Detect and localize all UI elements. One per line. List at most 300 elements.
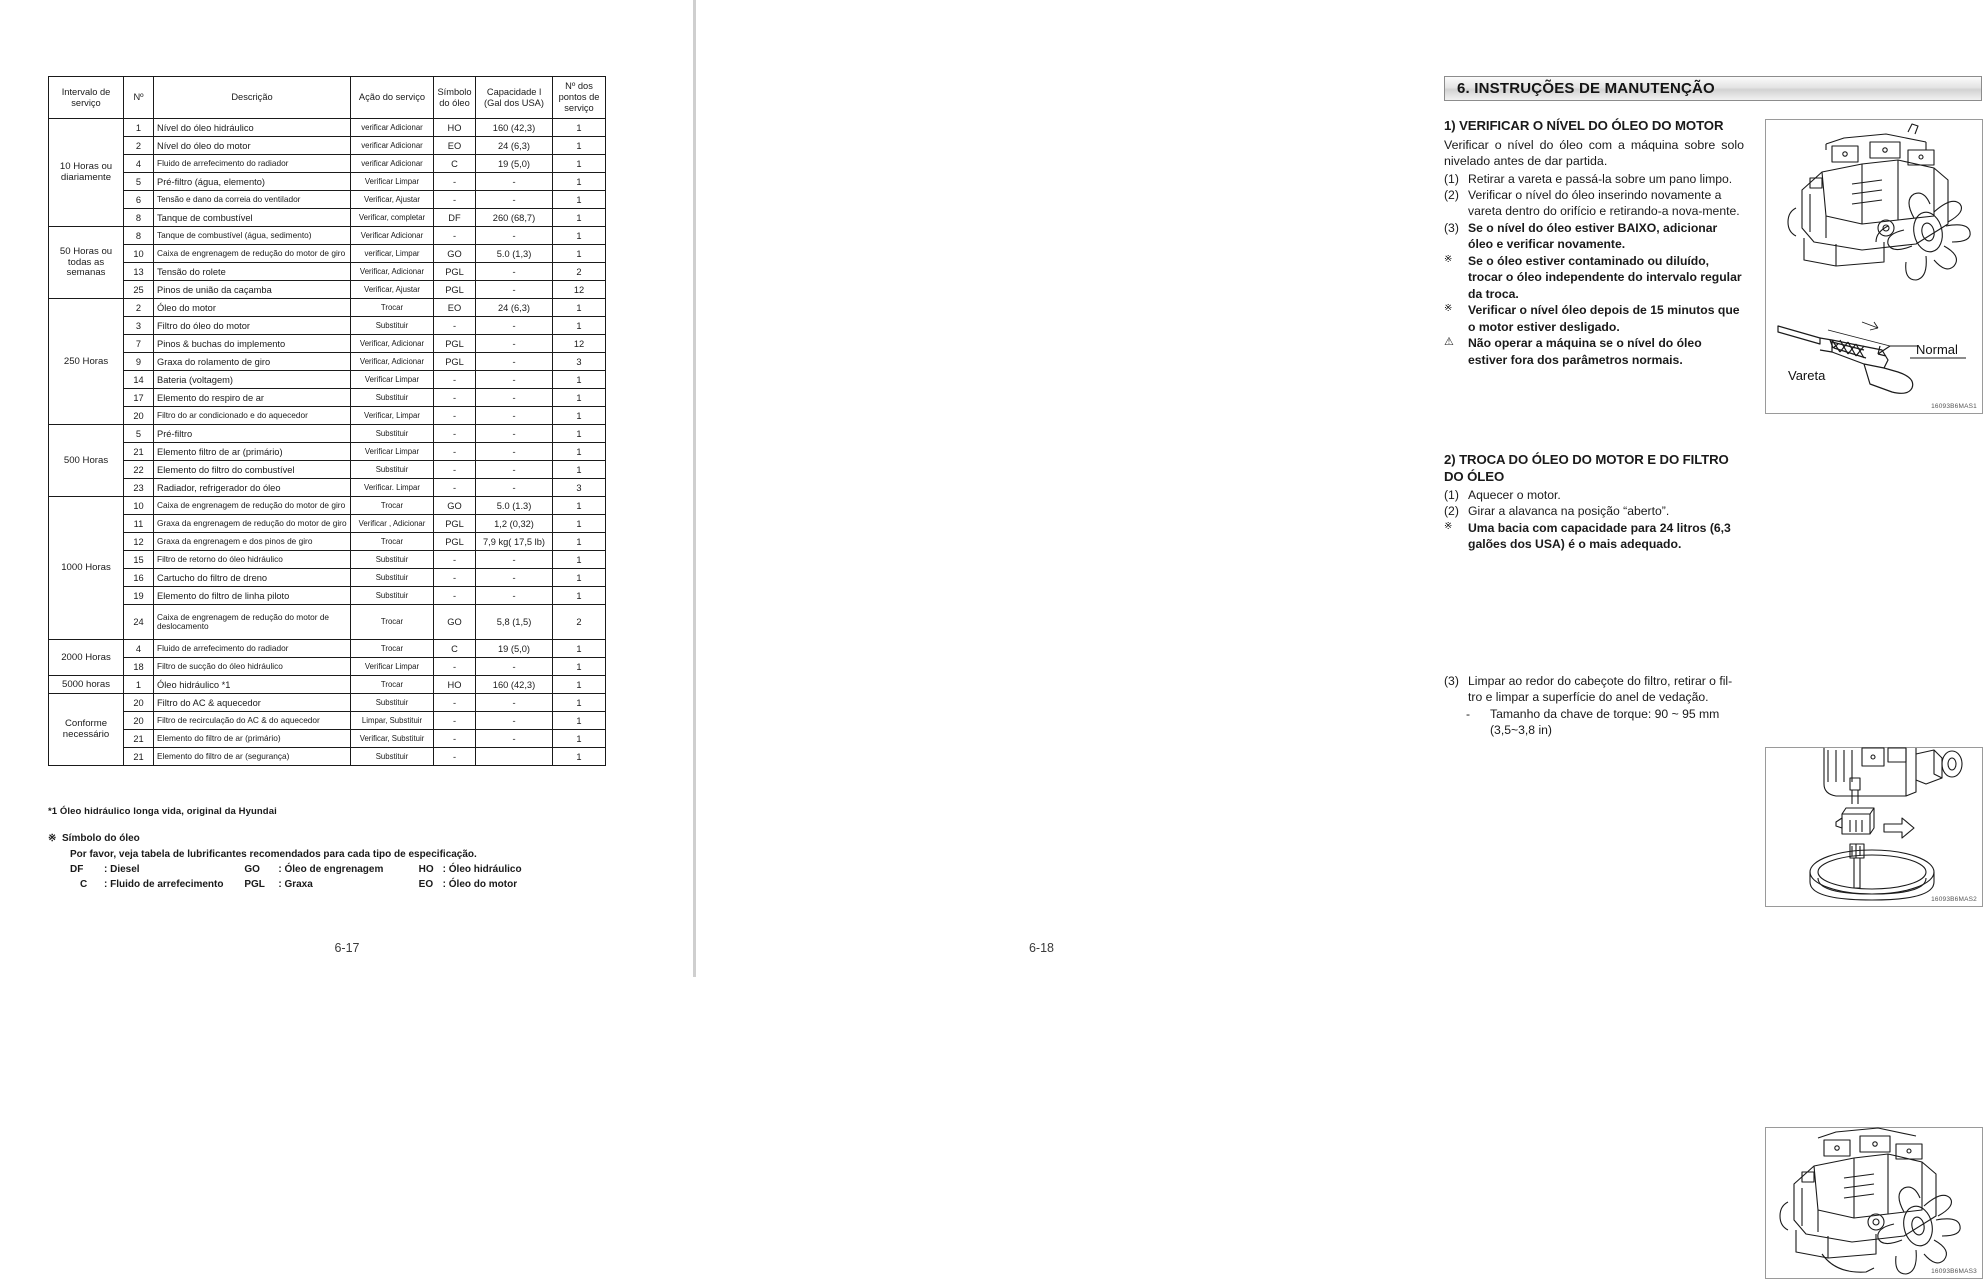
cell-capacity: - xyxy=(476,263,553,281)
cell-action: Substituir xyxy=(351,551,434,569)
cell-number: 21 xyxy=(124,748,154,766)
cell-symbol: EO xyxy=(434,137,476,155)
instruction-item xyxy=(1444,187,1744,220)
page-number-right: 6-18 xyxy=(1028,941,1055,955)
cell-points: 1 xyxy=(553,515,606,533)
cell-points: 1 xyxy=(553,425,606,443)
cell-symbol: HO xyxy=(434,676,476,694)
header-action: Ação do serviço xyxy=(351,77,434,119)
legend-name-df: Diesel xyxy=(110,864,140,875)
cell-action: Verificar. Limpar xyxy=(351,479,434,497)
instruction-marker: (1) xyxy=(1444,488,1459,502)
legend-entry-go xyxy=(244,863,418,878)
instruction-marker: (2) xyxy=(1444,187,1459,202)
cell-symbol: - xyxy=(434,748,476,766)
cell-description: Pinos de união da caçamba xyxy=(154,281,351,299)
cell-description: Pinos & buchas do implemento xyxy=(154,335,351,353)
cell-number: 15 xyxy=(124,551,154,569)
cell-number: 1 xyxy=(124,119,154,137)
cell-symbol: PGL xyxy=(434,533,476,551)
cell-points: 1 xyxy=(553,299,606,317)
cell-symbol: PGL xyxy=(434,353,476,371)
cell-symbol: C xyxy=(434,155,476,173)
legend-name-eo: Óleo do motor xyxy=(448,878,518,890)
block-2-list xyxy=(1444,487,1744,553)
cell-points: 1 xyxy=(553,676,606,694)
block-1-list xyxy=(1444,171,1744,369)
table-row xyxy=(49,479,606,497)
cell-description: Elemento do filtro de linha piloto xyxy=(154,587,351,605)
cell-points: 12 xyxy=(553,335,606,353)
cell-action: Verificar, Adicionar xyxy=(351,263,434,281)
cell-symbol: PGL xyxy=(434,281,476,299)
cell-number: 9 xyxy=(124,353,154,371)
cell-points: 1 xyxy=(553,748,606,766)
cell-number: 4 xyxy=(124,640,154,658)
cell-symbol: - xyxy=(434,317,476,335)
cell-points: 1 xyxy=(553,640,606,658)
cell-symbol: - xyxy=(434,587,476,605)
table-row xyxy=(49,497,606,515)
cell-number: 24 xyxy=(124,605,154,640)
instruction-marker: ⚠ xyxy=(1444,336,1454,349)
legend-entry-eo xyxy=(419,878,593,893)
cell-symbol: - xyxy=(434,227,476,245)
block-1-intro: Verificar o nível do óleo com a máquina sobre solo nivelado antes de dar partida. xyxy=(1444,137,1744,168)
table-row xyxy=(49,443,606,461)
cell-capacity: - xyxy=(476,353,553,371)
table-row xyxy=(49,371,606,389)
table-row xyxy=(49,389,606,407)
instruction-marker: - xyxy=(1466,706,1471,721)
cell-symbol: PGL xyxy=(434,263,476,281)
table-row xyxy=(49,353,606,371)
dipstick-illustration-svg xyxy=(1766,302,1982,407)
cell-description: Caixa de engrenagem de redução do motor de deslocamento xyxy=(154,605,351,640)
cell-points: 1 xyxy=(553,694,606,712)
cell-description: Tanque de combustível (água, sedimento) xyxy=(154,227,351,245)
cell-action: Verificar, Adicionar xyxy=(351,353,434,371)
instruction-text: Tamanho da chave de torque: 90 ~ 95 mm (3,5~3,8 in) xyxy=(1490,706,1720,738)
cell-points: 1 xyxy=(553,137,606,155)
legend-title: Símbolo do óleo xyxy=(62,833,140,844)
cell-description: Elemento do filtro de ar (primário) xyxy=(154,730,351,748)
cell-capacity: - xyxy=(476,443,553,461)
cell-action: Verificar Adicionar xyxy=(351,227,434,245)
cell-number: 20 xyxy=(124,694,154,712)
cell-description: Elemento do respiro de ar xyxy=(154,389,351,407)
table-row xyxy=(49,407,606,425)
cell-description: Elemento do filtro do combustível xyxy=(154,461,351,479)
cell-symbol: C xyxy=(434,640,476,658)
cell-capacity: - xyxy=(476,281,553,299)
cell-capacity: 24 (6,3) xyxy=(476,137,553,155)
instruction-text: Retirar a vareta e passá-la sobre um pano limpo. xyxy=(1468,171,1733,186)
cell-symbol: HO xyxy=(434,119,476,137)
cell-points: 1 xyxy=(553,119,606,137)
cell-symbol: EO xyxy=(434,299,476,317)
table-row xyxy=(49,676,606,694)
cell-number: 8 xyxy=(124,209,154,227)
cell-action: Substituir xyxy=(351,317,434,335)
cell-number: 14 xyxy=(124,371,154,389)
table-row xyxy=(49,119,606,137)
cell-action: Substituir xyxy=(351,694,434,712)
cell-capacity: - xyxy=(476,658,553,676)
cell-number: 10 xyxy=(124,245,154,263)
section-header-title: 6. INSTRUÇÕES DE MANUTENÇÃO xyxy=(1457,80,1715,97)
cell-capacity: 5,8 (1,5) xyxy=(476,605,553,640)
cell-symbol: - xyxy=(434,479,476,497)
legend-sep-c: : xyxy=(104,878,108,890)
cell-points: 1 xyxy=(553,551,606,569)
instruction-marker: (2) xyxy=(1444,504,1459,519)
cell-capacity: - xyxy=(476,569,553,587)
table-row xyxy=(49,263,606,281)
cell-number: 11 xyxy=(124,515,154,533)
block-3-text xyxy=(1444,672,1744,739)
cell-capacity: 160 (42,3) xyxy=(476,119,553,137)
cell-capacity: - xyxy=(476,712,553,730)
cell-description: Óleo hidráulico *1 xyxy=(154,676,351,694)
table-row xyxy=(49,533,606,551)
cell-symbol: - xyxy=(434,425,476,443)
table-row xyxy=(49,461,606,479)
table-row xyxy=(49,587,606,605)
block-1-heading: 1) VERIFICAR O NÍVEL DO ÓLEO DO MOTOR xyxy=(1444,118,1724,133)
cell-number: 3 xyxy=(124,317,154,335)
cell-description: Filtro de recirculação do AC & do aquecedor xyxy=(154,712,351,730)
cell-action: Verificar, Limpar xyxy=(351,407,434,425)
cell-capacity: 160 (42,3) xyxy=(476,676,553,694)
cell-description: Pré-filtro (água, elemento) xyxy=(154,173,351,191)
table-row xyxy=(49,640,606,658)
cell-action: Verificar, Substituir xyxy=(351,730,434,748)
interval-cell: Conforme necessário xyxy=(49,694,124,766)
legend-code-eo: EO xyxy=(418,878,434,890)
legend-code-c: C xyxy=(80,878,88,890)
cell-points: 1 xyxy=(553,209,606,227)
section-header-bar xyxy=(1444,76,1982,101)
legend-entry-c xyxy=(48,878,244,893)
cell-points: 1 xyxy=(553,712,606,730)
cell-action: Verificar Limpar xyxy=(351,173,434,191)
cell-points: 1 xyxy=(553,173,606,191)
cell-description: Cartucho do filtro de dreno xyxy=(154,569,351,587)
cell-points: 1 xyxy=(553,658,606,676)
cell-description: Filtro de retorno do óleo hidráulico xyxy=(154,551,351,569)
interval-cell: 1000 Horas xyxy=(49,497,124,640)
cell-number: 8 xyxy=(124,227,154,245)
header-number: Nº xyxy=(124,77,154,119)
cell-description: Tensão e dano da correia do ventilador xyxy=(154,191,351,209)
cell-capacity: 7,9 kg( 17,5 lb) xyxy=(476,533,553,551)
cell-number: 23 xyxy=(124,479,154,497)
cell-description: Caixa de engrenagem de redução do motor de giro xyxy=(154,245,351,263)
cell-action: Verificar, Adicionar xyxy=(351,335,434,353)
cell-points: 1 xyxy=(553,569,606,587)
cell-points: 2 xyxy=(553,605,606,640)
dipstick-vareta-label: Vareta xyxy=(1788,368,1826,383)
cell-symbol: - xyxy=(434,443,476,461)
cell-capacity: - xyxy=(476,317,553,335)
maintenance-schedule-table-wrap xyxy=(48,76,600,766)
cell-points: 3 xyxy=(553,353,606,371)
cell-capacity: - xyxy=(476,389,553,407)
engine-dipstick-figure xyxy=(1765,119,1983,414)
legend-row-1 xyxy=(48,863,593,878)
instruction-text: Aquecer o motor. xyxy=(1468,488,1561,502)
cell-number: 12 xyxy=(124,533,154,551)
legend-entry-pgl xyxy=(244,878,418,893)
cell-capacity: 19 (5,0) xyxy=(476,155,553,173)
cell-points: 1 xyxy=(553,587,606,605)
legend-code-df: DF xyxy=(70,864,84,875)
cell-points: 1 xyxy=(553,245,606,263)
cell-number: 21 xyxy=(124,730,154,748)
cell-points: 1 xyxy=(553,533,606,551)
instruction-item xyxy=(1444,673,1744,706)
cell-number: 19 xyxy=(124,587,154,605)
legend-entry-ho xyxy=(419,863,593,878)
cell-capacity: - xyxy=(476,551,553,569)
table-body xyxy=(49,119,606,766)
cell-description: Filtro do ar condicionado e do aquecedor xyxy=(154,407,351,425)
dipstick-normal-label: Normal xyxy=(1916,342,1958,357)
legend-entry-df xyxy=(48,863,244,878)
cell-symbol: - xyxy=(434,551,476,569)
cell-points: 1 xyxy=(553,155,606,173)
cell-description: Pré-filtro xyxy=(154,425,351,443)
cell-symbol: GO xyxy=(434,245,476,263)
instruction-item xyxy=(1444,520,1744,553)
table-row xyxy=(49,317,606,335)
cell-capacity: - xyxy=(476,694,553,712)
legend-subtitle: Por favor, veja tabela de lubrificantes recomendados para cada tipo de especificação. xyxy=(70,848,477,860)
cell-symbol: - xyxy=(434,569,476,587)
cell-action: Verificar Limpar xyxy=(351,658,434,676)
block-2-text xyxy=(1444,452,1744,553)
cell-capacity: - xyxy=(476,191,553,209)
table-row xyxy=(49,155,606,173)
cell-description: Graxa do rolamento de giro xyxy=(154,353,351,371)
cell-description: Elemento filtro de ar (primário) xyxy=(154,443,351,461)
cell-capacity: - xyxy=(476,730,553,748)
legend-sep-pgl: : xyxy=(278,878,282,890)
cell-action: verificar Adicionar xyxy=(351,137,434,155)
cell-description: Nível do óleo hidráulico xyxy=(154,119,351,137)
cell-number: 20 xyxy=(124,712,154,730)
cell-action: Substituir xyxy=(351,569,434,587)
figure-code-2: 16093B6MAS2 xyxy=(1931,896,1977,903)
oil-drain-illustration-svg xyxy=(1766,748,1982,904)
cell-number: 1 xyxy=(124,676,154,694)
cell-description: Elemento do filtro de ar (segurança) xyxy=(154,748,351,766)
cell-number: 2 xyxy=(124,137,154,155)
cell-capacity: 260 (68,7) xyxy=(476,209,553,227)
cell-capacity: 24 (6,3) xyxy=(476,299,553,317)
table-row xyxy=(49,227,606,245)
cell-number: 2 xyxy=(124,299,154,317)
table-header-row xyxy=(49,77,606,119)
legend-code-ho: HO xyxy=(418,864,434,875)
cell-points: 1 xyxy=(553,497,606,515)
header-capacity: Capacidade l (Gal dos USA) xyxy=(476,77,553,119)
cell-action: Verificar , Adicionar xyxy=(351,515,434,533)
cell-points: 2 xyxy=(553,263,606,281)
cell-symbol: PGL xyxy=(434,335,476,353)
instruction-marker: ※ xyxy=(1444,303,1453,315)
table-footnote: *1 Óleo hidráulico longa vida, original da Hyundai xyxy=(48,806,277,817)
legend-sep-ho: : xyxy=(442,864,446,875)
cell-points: 1 xyxy=(553,227,606,245)
cell-action: Verificar, completar xyxy=(351,209,434,227)
cell-symbol: - xyxy=(434,407,476,425)
cell-action: verificar, Limpar xyxy=(351,245,434,263)
block-2-heading: 2) TROCA DO ÓLEO DO MOTOR E DO FILTRO DO ÓLEO xyxy=(1444,452,1729,484)
table-row xyxy=(49,515,606,533)
table-row xyxy=(49,694,606,712)
cell-points: 12 xyxy=(553,281,606,299)
table-row xyxy=(49,281,606,299)
cell-capacity: 5.0 (1,3) xyxy=(476,245,553,263)
cell-action: verificar Adicionar xyxy=(351,119,434,137)
cell-description: Tanque de combustível xyxy=(154,209,351,227)
cell-points: 1 xyxy=(553,371,606,389)
legend-name-go: Óleo de engrenagem xyxy=(284,864,384,875)
cell-capacity: - xyxy=(476,335,553,353)
cell-description: Graxa da engrenagem e dos pinos de giro xyxy=(154,533,351,551)
instruction-text: Verificar o nível óleo depois de 15 minutos que o motor estiver desligado. xyxy=(1468,303,1740,334)
page-left xyxy=(0,0,694,977)
interval-cell: 10 Horas ou diariamente xyxy=(49,119,124,227)
cell-capacity: - xyxy=(476,371,553,389)
cell-symbol: - xyxy=(434,371,476,389)
cell-action: Trocar xyxy=(351,497,434,515)
cell-number: 25 xyxy=(124,281,154,299)
instruction-item xyxy=(1444,171,1744,187)
cell-points: 1 xyxy=(553,443,606,461)
instruction-item xyxy=(1444,253,1744,302)
legend-row-2 xyxy=(48,878,593,893)
instruction-item xyxy=(1444,706,1744,739)
cell-symbol: - xyxy=(434,191,476,209)
instruction-marker: ※ xyxy=(1444,253,1453,265)
cell-action: Substituir xyxy=(351,425,434,443)
cell-capacity: 1,2 (0,32) xyxy=(476,515,553,533)
instruction-text: Não operar a máquina se o nível do óleo estiver fora dos parâmetros normais. xyxy=(1468,336,1702,367)
block-3-list xyxy=(1444,673,1744,739)
block-1-text xyxy=(1444,118,1744,368)
cell-number: 13 xyxy=(124,263,154,281)
cell-description: Fluido de arrefecimento do radiador xyxy=(154,640,351,658)
cell-symbol: - xyxy=(434,658,476,676)
legend-code-go: GO xyxy=(244,864,260,875)
reference-mark-icon: ※ xyxy=(48,833,57,844)
page-number-left: 6-17 xyxy=(334,941,360,955)
oil-drain-pan-figure xyxy=(1765,747,1983,907)
instruction-marker: (3) xyxy=(1444,674,1459,688)
table-row xyxy=(49,191,606,209)
cell-action: Limpar, Substituir xyxy=(351,712,434,730)
cell-description: Nível do óleo do motor xyxy=(154,137,351,155)
legend-title-row xyxy=(48,832,593,847)
cell-action: Verificar Limpar xyxy=(351,371,434,389)
instruction-item xyxy=(1444,503,1744,519)
legend-sep-go: : xyxy=(278,864,282,875)
cell-action: Substituir xyxy=(351,389,434,407)
cell-capacity: 19 (5,0) xyxy=(476,640,553,658)
figure-code-3: 16093B6MAS3 xyxy=(1931,1268,1977,1275)
cell-symbol: DF xyxy=(434,209,476,227)
cell-capacity: - xyxy=(476,479,553,497)
cell-points: 1 xyxy=(553,191,606,209)
cell-number: 5 xyxy=(124,425,154,443)
cell-number: 21 xyxy=(124,443,154,461)
table-row xyxy=(49,173,606,191)
cell-points: 3 xyxy=(553,479,606,497)
instruction-item xyxy=(1444,335,1744,368)
table-row xyxy=(49,209,606,227)
cell-symbol: GO xyxy=(434,497,476,515)
instruction-marker: ※ xyxy=(1444,520,1453,532)
table-row xyxy=(49,425,606,443)
cell-symbol: - xyxy=(434,461,476,479)
cell-points: 1 xyxy=(553,461,606,479)
engine-overview-illustration-svg xyxy=(1766,1128,1982,1276)
cell-action: Trocar xyxy=(351,299,434,317)
cell-number: 6 xyxy=(124,191,154,209)
cell-action: Trocar xyxy=(351,605,434,640)
table-row xyxy=(49,712,606,730)
cell-description: Graxa da engrenagem de redução do motor de giro xyxy=(154,515,351,533)
instruction-text: Se o óleo estiver contaminado ou diluído, trocar o óleo independente do intervalo regular da troca. xyxy=(1468,253,1742,301)
cell-capacity: - xyxy=(476,407,553,425)
instruction-text: Limpar ao redor do cabeçote do filtro, retirar o fil-tro e limpar a superfície do anel de vedação. xyxy=(1468,674,1733,705)
cell-number: 10 xyxy=(124,497,154,515)
instruction-text: Uma bacia com capacidade para 24 litros (6,3 galões dos USA) é o mais adequado. xyxy=(1468,520,1731,552)
instruction-marker: (3) xyxy=(1444,220,1459,235)
cell-description: Tensão do rolete xyxy=(154,263,351,281)
cell-symbol: - xyxy=(434,712,476,730)
cell-description: Filtro do AC & aquecedor xyxy=(154,694,351,712)
engine-illustration-svg xyxy=(1766,120,1982,300)
cell-description: Radiador, refrigerador do óleo xyxy=(154,479,351,497)
cell-number: 5 xyxy=(124,173,154,191)
legend-name-c: Fluido de arrefecimento xyxy=(110,878,224,890)
page-right xyxy=(694,0,1977,1275)
interval-cell: 50 Horas ou todas as semanas xyxy=(49,227,124,299)
header-symbol: Símbolo do óleo xyxy=(434,77,476,119)
instruction-text: Se o nível do óleo estiver BAIXO, adicionar óleo e verificar novamente. xyxy=(1468,220,1718,252)
table-row xyxy=(49,551,606,569)
cell-description: Caixa de engrenagem de redução do motor de giro xyxy=(154,497,351,515)
cell-description: Óleo do motor xyxy=(154,299,351,317)
cell-points: 1 xyxy=(553,317,606,335)
cell-description: Filtro do óleo do motor xyxy=(154,317,351,335)
engine-overview-figure xyxy=(1765,1127,1983,1279)
cell-capacity: - xyxy=(476,461,553,479)
header-interval: Intervalo de serviço xyxy=(49,77,124,119)
figure-code-1: 16093B6MAS1 xyxy=(1931,403,1977,410)
cell-symbol: - xyxy=(434,389,476,407)
cell-description: Filtro de sucção do óleo hidráulico xyxy=(154,658,351,676)
cell-number: 18 xyxy=(124,658,154,676)
cell-number: 22 xyxy=(124,461,154,479)
table-row xyxy=(49,569,606,587)
cell-symbol: GO xyxy=(434,605,476,640)
legend-sep-df: : xyxy=(104,864,108,875)
